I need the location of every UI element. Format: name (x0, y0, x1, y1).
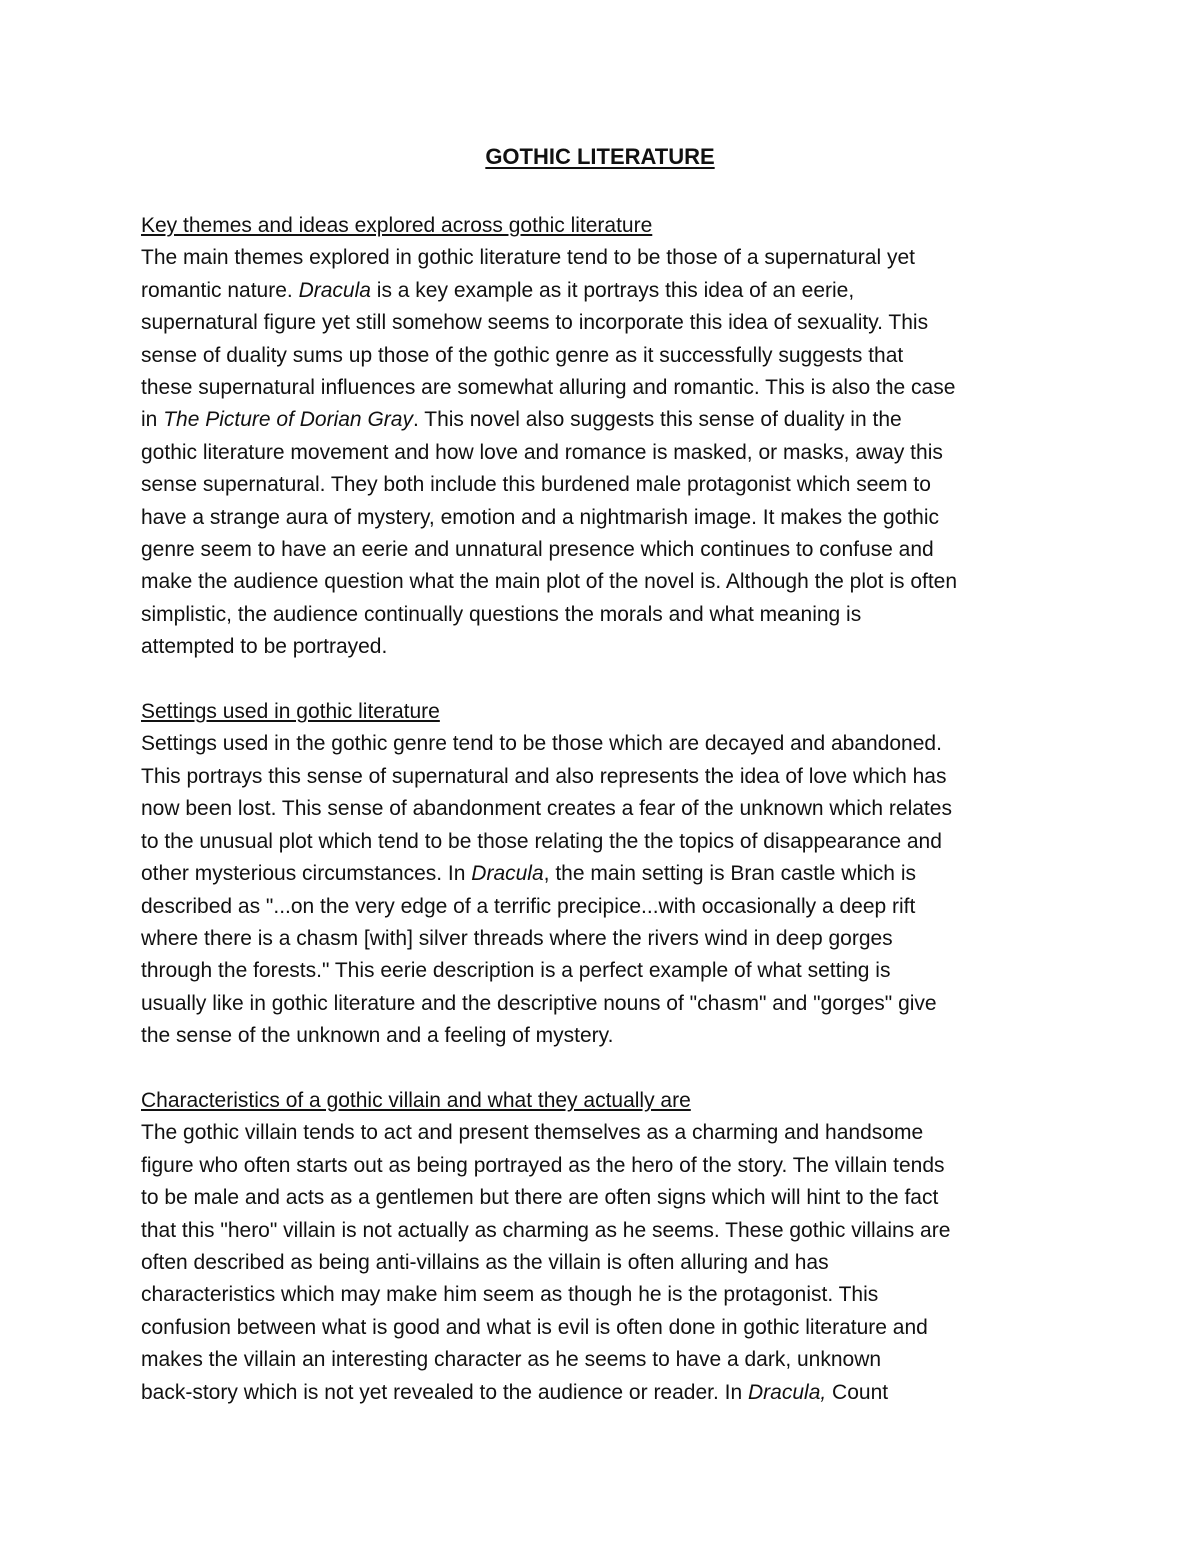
text-line (141, 1247, 1081, 1279)
text-line (141, 566, 1081, 598)
text-run: figure who often starts out as being portrayed as the hero of the story. The villain tends (141, 1153, 945, 1177)
section-heading: Key themes and ideas explored across gothic literature (141, 214, 653, 237)
text-run: . This novel also suggests this sense of duality in the (412, 408, 902, 432)
text-run: confusion between what is good and what is evil is often done in gothic literature and (141, 1315, 928, 1339)
text-line (141, 1215, 1081, 1247)
italic-title-text: The Picture of Dorian Gray (163, 408, 413, 432)
text-run: the sense of the unknown and a feeling of mystery. (141, 1024, 614, 1048)
text-line (141, 275, 1081, 307)
text-line (141, 858, 1081, 890)
text-line (141, 1344, 1081, 1376)
text-run: genre seem to have an eerie and unnatural presence which continues to confuse and (141, 538, 934, 562)
section-heading: Settings used in gothic literature (141, 700, 440, 724)
section-heading: Characteristics of a gothic villain and what they actually are (141, 1088, 691, 1112)
text-run: to be male and acts as a gentlemen but there are often signs which will hint to the fact (141, 1186, 939, 1210)
text-run: through the forests." This eerie description is a perfect example of what setting is (141, 959, 891, 983)
text-run: now been lost. This sense of abandonment creates a fear of the unknown which relates (141, 797, 952, 821)
text-run: supernatural figure yet still somehow seems to incorporate this idea of sexuality. This (141, 311, 929, 335)
text-run: back-story which is not yet revealed to the audience or reader. In (141, 1380, 749, 1404)
text-run: usually like in gothic literature and the descriptive nouns of "chasm" and "gorges" give (141, 991, 937, 1015)
document-section (141, 1085, 1081, 1409)
text-line (141, 1312, 1081, 1344)
text-line (141, 534, 1081, 566)
section-paragraph (141, 1117, 1081, 1409)
text-line (141, 955, 1081, 987)
text-run: that this "hero" villain is not actually as charming as he seems. These gothic villains are (141, 1218, 951, 1242)
document-section (141, 696, 1081, 1052)
text-run: sense supernatural. They both include this burdened male protagonist which seem to (141, 473, 931, 497)
text-line (141, 793, 1081, 825)
text-run: have a strange aura of mystery, emotion and a nightmarish image. It makes the gothic (141, 505, 940, 529)
text-run: these supernatural influences are somewhat alluring and romantic. This is also the case (141, 376, 956, 400)
section-paragraph (141, 242, 1081, 663)
text-run: characteristics which may make him seem as though he is the protagonist. This (141, 1283, 879, 1307)
text-line (141, 1117, 1081, 1149)
text-line (141, 1150, 1081, 1182)
text-run: romantic nature. (141, 278, 299, 302)
text-line (141, 923, 1081, 955)
text-line (141, 988, 1081, 1020)
text-line (141, 1020, 1081, 1052)
text-line (141, 372, 1081, 404)
text-line (141, 1377, 1081, 1409)
section-paragraph (141, 728, 1081, 1052)
text-run: gothic literature movement and how love and romance is masked, or masks, away this (141, 440, 943, 464)
text-line (141, 1182, 1081, 1214)
document-section (141, 210, 1081, 664)
text-line (141, 761, 1081, 793)
text-run: makes the villain an interesting character as he seems to have a dark, unknown (141, 1348, 882, 1372)
text-line (141, 891, 1081, 923)
text-line (141, 502, 1081, 534)
text-run: Count (826, 1380, 889, 1404)
text-line (141, 437, 1081, 469)
text-run: This portrays this sense of supernatural and also represents the idea of love which has (141, 764, 947, 788)
text-run: is a key example as it portrays this idea of an eerie, (370, 278, 855, 302)
text-line (141, 631, 1081, 663)
text-run: described as "...on the very edge of a terrific precipice...with occasionally a deep rift (141, 894, 916, 918)
italic-title-text: Dracula (471, 862, 544, 886)
text-run: where there is a chasm [with] silver threads where the rivers wind in deep gorges (141, 926, 893, 950)
text-run: in (141, 408, 164, 432)
text-line (141, 340, 1081, 372)
italic-title-text: Dracula, (748, 1380, 827, 1404)
text-line (141, 826, 1081, 858)
text-line (141, 404, 1081, 436)
italic-title-text: Dracula (298, 278, 371, 302)
document-body (141, 210, 1081, 1441)
text-line (141, 242, 1081, 274)
text-run: other mysterious circumstances. In (141, 862, 472, 886)
text-run: often described as being anti-villains as the villain is often alluring and has (141, 1250, 829, 1274)
text-run: The main themes explored in gothic literature tend to be those of a supernatural yet (141, 246, 915, 270)
text-run: sense of duality sums up those of the gothic genre as it successfully suggests that (141, 343, 904, 367)
text-line (141, 1279, 1081, 1311)
page-title: GOTHIC LITERATURE (485, 144, 715, 169)
text-run: to the unusual plot which tend to be those relating the the topics of disappearance and (141, 829, 942, 853)
text-line (141, 599, 1081, 631)
text-run: , the main setting is Bran castle which is (543, 862, 916, 886)
text-line (141, 469, 1081, 501)
text-line (141, 728, 1081, 760)
text-line (141, 307, 1081, 339)
text-run: make the audience question what the main plot of the novel is. Although the plot is often (141, 570, 958, 594)
text-run: attempted to be portrayed. (141, 635, 388, 659)
text-run: Settings used in the gothic genre tend to be those which are decayed and abandoned. (141, 732, 942, 756)
text-run: The gothic villain tends to act and present themselves as a charming and handsome (141, 1121, 924, 1145)
text-run: simplistic, the audience continually questions the morals and what meaning is (141, 602, 862, 626)
